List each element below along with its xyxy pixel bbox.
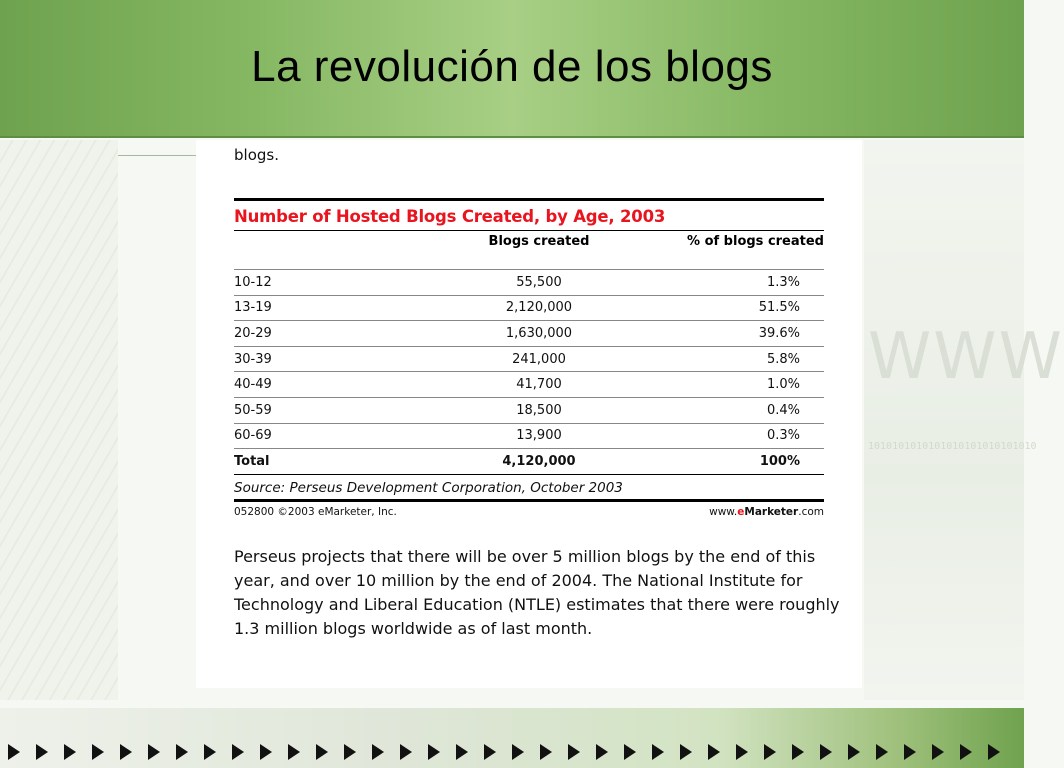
percent-cell: 51.5%: [758, 300, 800, 316]
arrow-icon: [316, 744, 328, 760]
arrow-icon: [792, 744, 804, 760]
arrow-icon: [260, 744, 272, 760]
decorative-arrows: [8, 744, 1000, 760]
arrow-icon: [232, 744, 244, 760]
arrow-icon: [932, 744, 944, 760]
total-label: Total: [234, 453, 270, 469]
arrow-icon: [736, 744, 748, 760]
arrow-icon: [904, 744, 916, 760]
arrow-icon: [64, 744, 76, 760]
blogs-cell: 2,120,000: [505, 300, 573, 316]
arrow-icon: [680, 744, 692, 760]
blogs-cell: 241,000: [512, 351, 566, 367]
arrow-icon: [428, 744, 440, 760]
arrow-icon: [596, 744, 608, 760]
table-row: [234, 296, 824, 322]
blogs-cell: 41,700: [516, 377, 562, 393]
age-cell: 13-19: [234, 300, 272, 316]
arrow-icon: [92, 744, 104, 760]
age-cell: 50-59: [234, 402, 272, 418]
age-cell: 60-69: [234, 428, 272, 444]
arrow-icon: [344, 744, 356, 760]
table-row: [234, 321, 824, 347]
decorative-www-text: WWW: [868, 320, 1064, 394]
age-cell: 40-49: [234, 377, 272, 393]
body-paragraph: Perseus projects that there will be over 5 million blogs by the end of this year, and over 10 million by the end of 2004. The National Institute for Technology and Liberal Education (NTLE) estimates that there were roughly 1.3 million blogs worldwide as of last month.: [234, 547, 840, 638]
arrow-icon: [820, 744, 832, 760]
content-image-panel: [196, 140, 862, 688]
arrow-icon: [988, 744, 1000, 760]
arrow-icon: [512, 744, 524, 760]
percent-cell: 0.3%: [766, 428, 800, 444]
blogs-cell: 55,500: [516, 274, 562, 290]
table-header-row: [234, 231, 824, 270]
table-title: Number of Hosted Blogs Created, by Age, 2003: [234, 207, 666, 226]
arrow-icon: [876, 744, 888, 760]
arrow-icon: [960, 744, 972, 760]
arrow-icon: [484, 744, 496, 760]
arrow-icon: [120, 744, 132, 760]
age-cell: 20-29: [234, 325, 272, 341]
header-age: [234, 231, 374, 269]
table-total-row: [234, 449, 824, 475]
table-row: [234, 424, 824, 450]
arrow-icon: [708, 744, 720, 760]
arrow-icon: [568, 744, 580, 760]
table-row: [234, 398, 824, 424]
arrow-icon: [36, 744, 48, 760]
table-row: [234, 372, 824, 398]
blogs-cell: 18,500: [516, 402, 562, 418]
percent-cell: 1.3%: [766, 274, 800, 290]
percent-cell: 1.0%: [766, 377, 800, 393]
table-footer: [234, 502, 824, 518]
arrow-icon: [204, 744, 216, 760]
percent-cell: 0.4%: [766, 402, 800, 418]
table-row: [234, 347, 824, 373]
fragment-text: blogs.: [234, 146, 279, 164]
slide-title: La revolución de los blogs: [251, 42, 773, 91]
emarketer-url: www.eMarketer.com: [709, 505, 824, 518]
copyright-text: 052800 ©2003 eMarketer, Inc.: [234, 505, 397, 518]
arrow-icon: [456, 744, 468, 760]
percent-cell: 5.8%: [766, 351, 800, 367]
decorative-background-left: [0, 140, 118, 700]
decorative-background-right: [864, 140, 1037, 700]
arrow-icon: [176, 744, 188, 760]
table-row: [234, 270, 824, 296]
arrow-icon: [288, 744, 300, 760]
arrow-icon: [540, 744, 552, 760]
arrow-icon: [764, 744, 776, 760]
arrow-icon: [652, 744, 664, 760]
age-cell: 30-39: [234, 351, 272, 367]
total-blogs: 4,120,000: [502, 453, 576, 469]
decorative-binary-text: 1010101010101010101010101010: [868, 441, 1037, 452]
arrow-icon: [8, 744, 20, 760]
header-percent: % of blogs created: [687, 234, 824, 249]
arrow-icon: [848, 744, 860, 760]
blogs-cell: 1,630,000: [505, 325, 573, 341]
percent-cell: 39.6%: [758, 325, 800, 341]
table-source: Source: Perseus Development Corporation, October 2003: [234, 479, 623, 496]
arrow-icon: [624, 744, 636, 760]
blogs-by-age-table: [234, 198, 824, 518]
age-cell: 10-12: [234, 274, 272, 290]
decorative-line: [118, 155, 196, 156]
arrow-icon: [400, 744, 412, 760]
arrow-icon: [148, 744, 160, 760]
blogs-cell: 13,900: [516, 428, 562, 444]
header-blogs-created: Blogs created: [488, 234, 590, 249]
arrow-icon: [372, 744, 384, 760]
total-percent: 100%: [759, 453, 800, 469]
